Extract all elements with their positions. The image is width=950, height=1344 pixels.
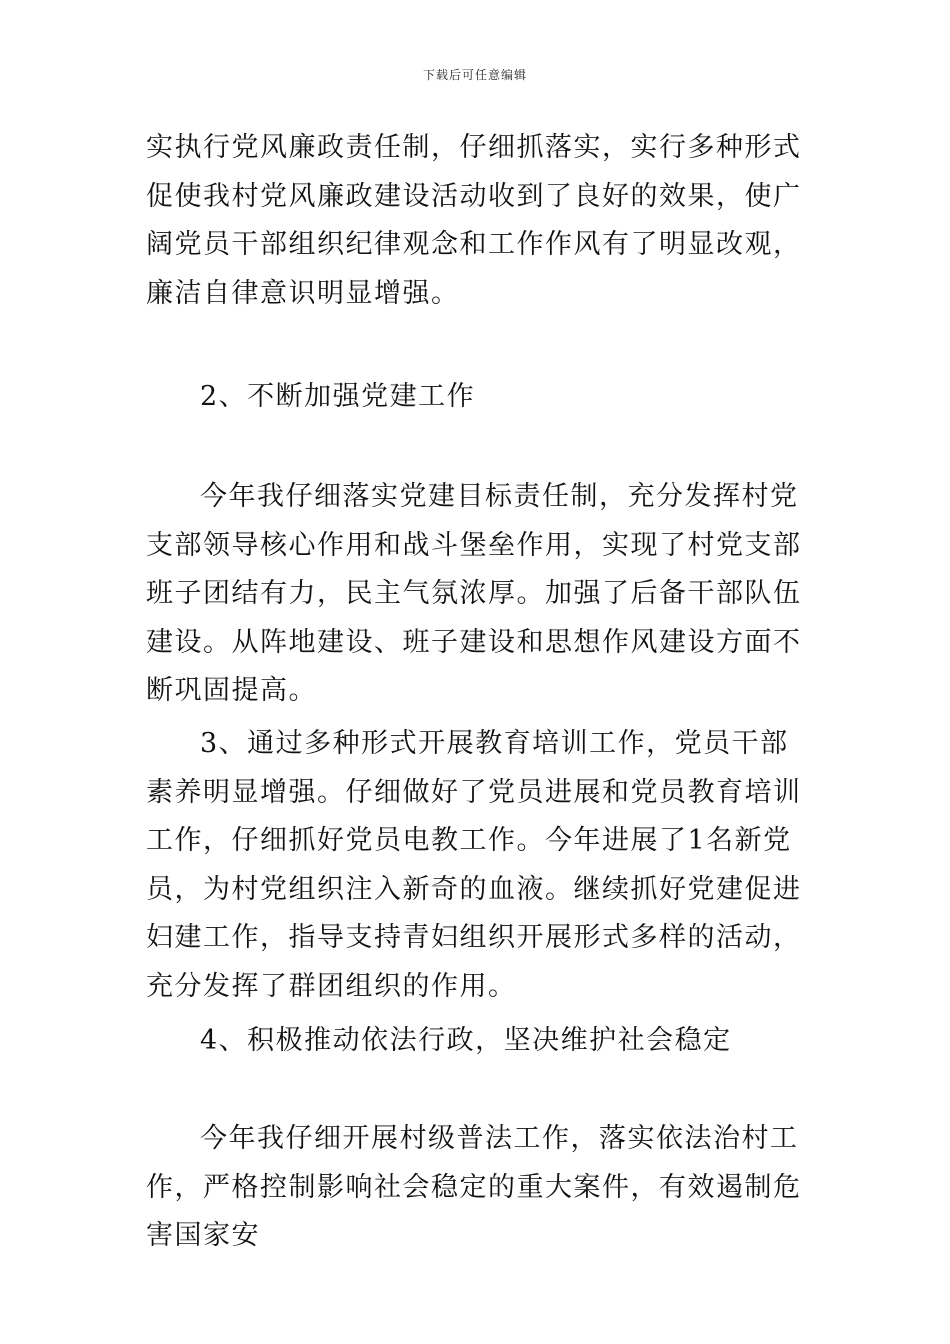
section-heading-2: 2、不断加强党建工作 [200, 381, 476, 412]
section-paragraph-3: 3、通过多种形式开展教育培训工作，党员干部素养明显增强。仔细做好了党员进展和党员教育培训工作，仔细抓好党员电教工作。今年进展了1名新党员，为村党组织注入新奇的血液。继续抓好党建促进妇建工作，指导支持青妇组织开展形式多样的活动，充分发挥了群团组织的作用。 [146, 728, 802, 1002]
paragraph-party-building: 今年我仔细落实党建目标责任制，充分发挥村党支部领导核心作用和战斗堡垒作用，实现了村党支部班子团结有力，民主气氛浓厚。加强了后备干部队伍建设。从阵地建设、班子建设和思想作风建设方面不断巩固提高。 [146, 481, 802, 706]
paragraph-continuation: 实执行党风廉政责任制，仔细抓落实，实行多种形式促使我村党风廉政建设活动收到了良好的效果，使广阔党员干部组织纪律观念和工作作风有了明显改观，廉洁自律意识明显增强。 [146, 132, 802, 309]
section-heading-4: 4、积极推动依法行政，坚决维护社会稳定 [200, 1025, 732, 1056]
page-header-note: 下载后可任意编辑 [422, 68, 527, 82]
paragraph-rule-of-law: 今年我仔细开展村级普法工作，落实依法治村工作，严格控制影响社会稳定的重大案件，有效遏制危害国家安 [146, 1123, 802, 1251]
